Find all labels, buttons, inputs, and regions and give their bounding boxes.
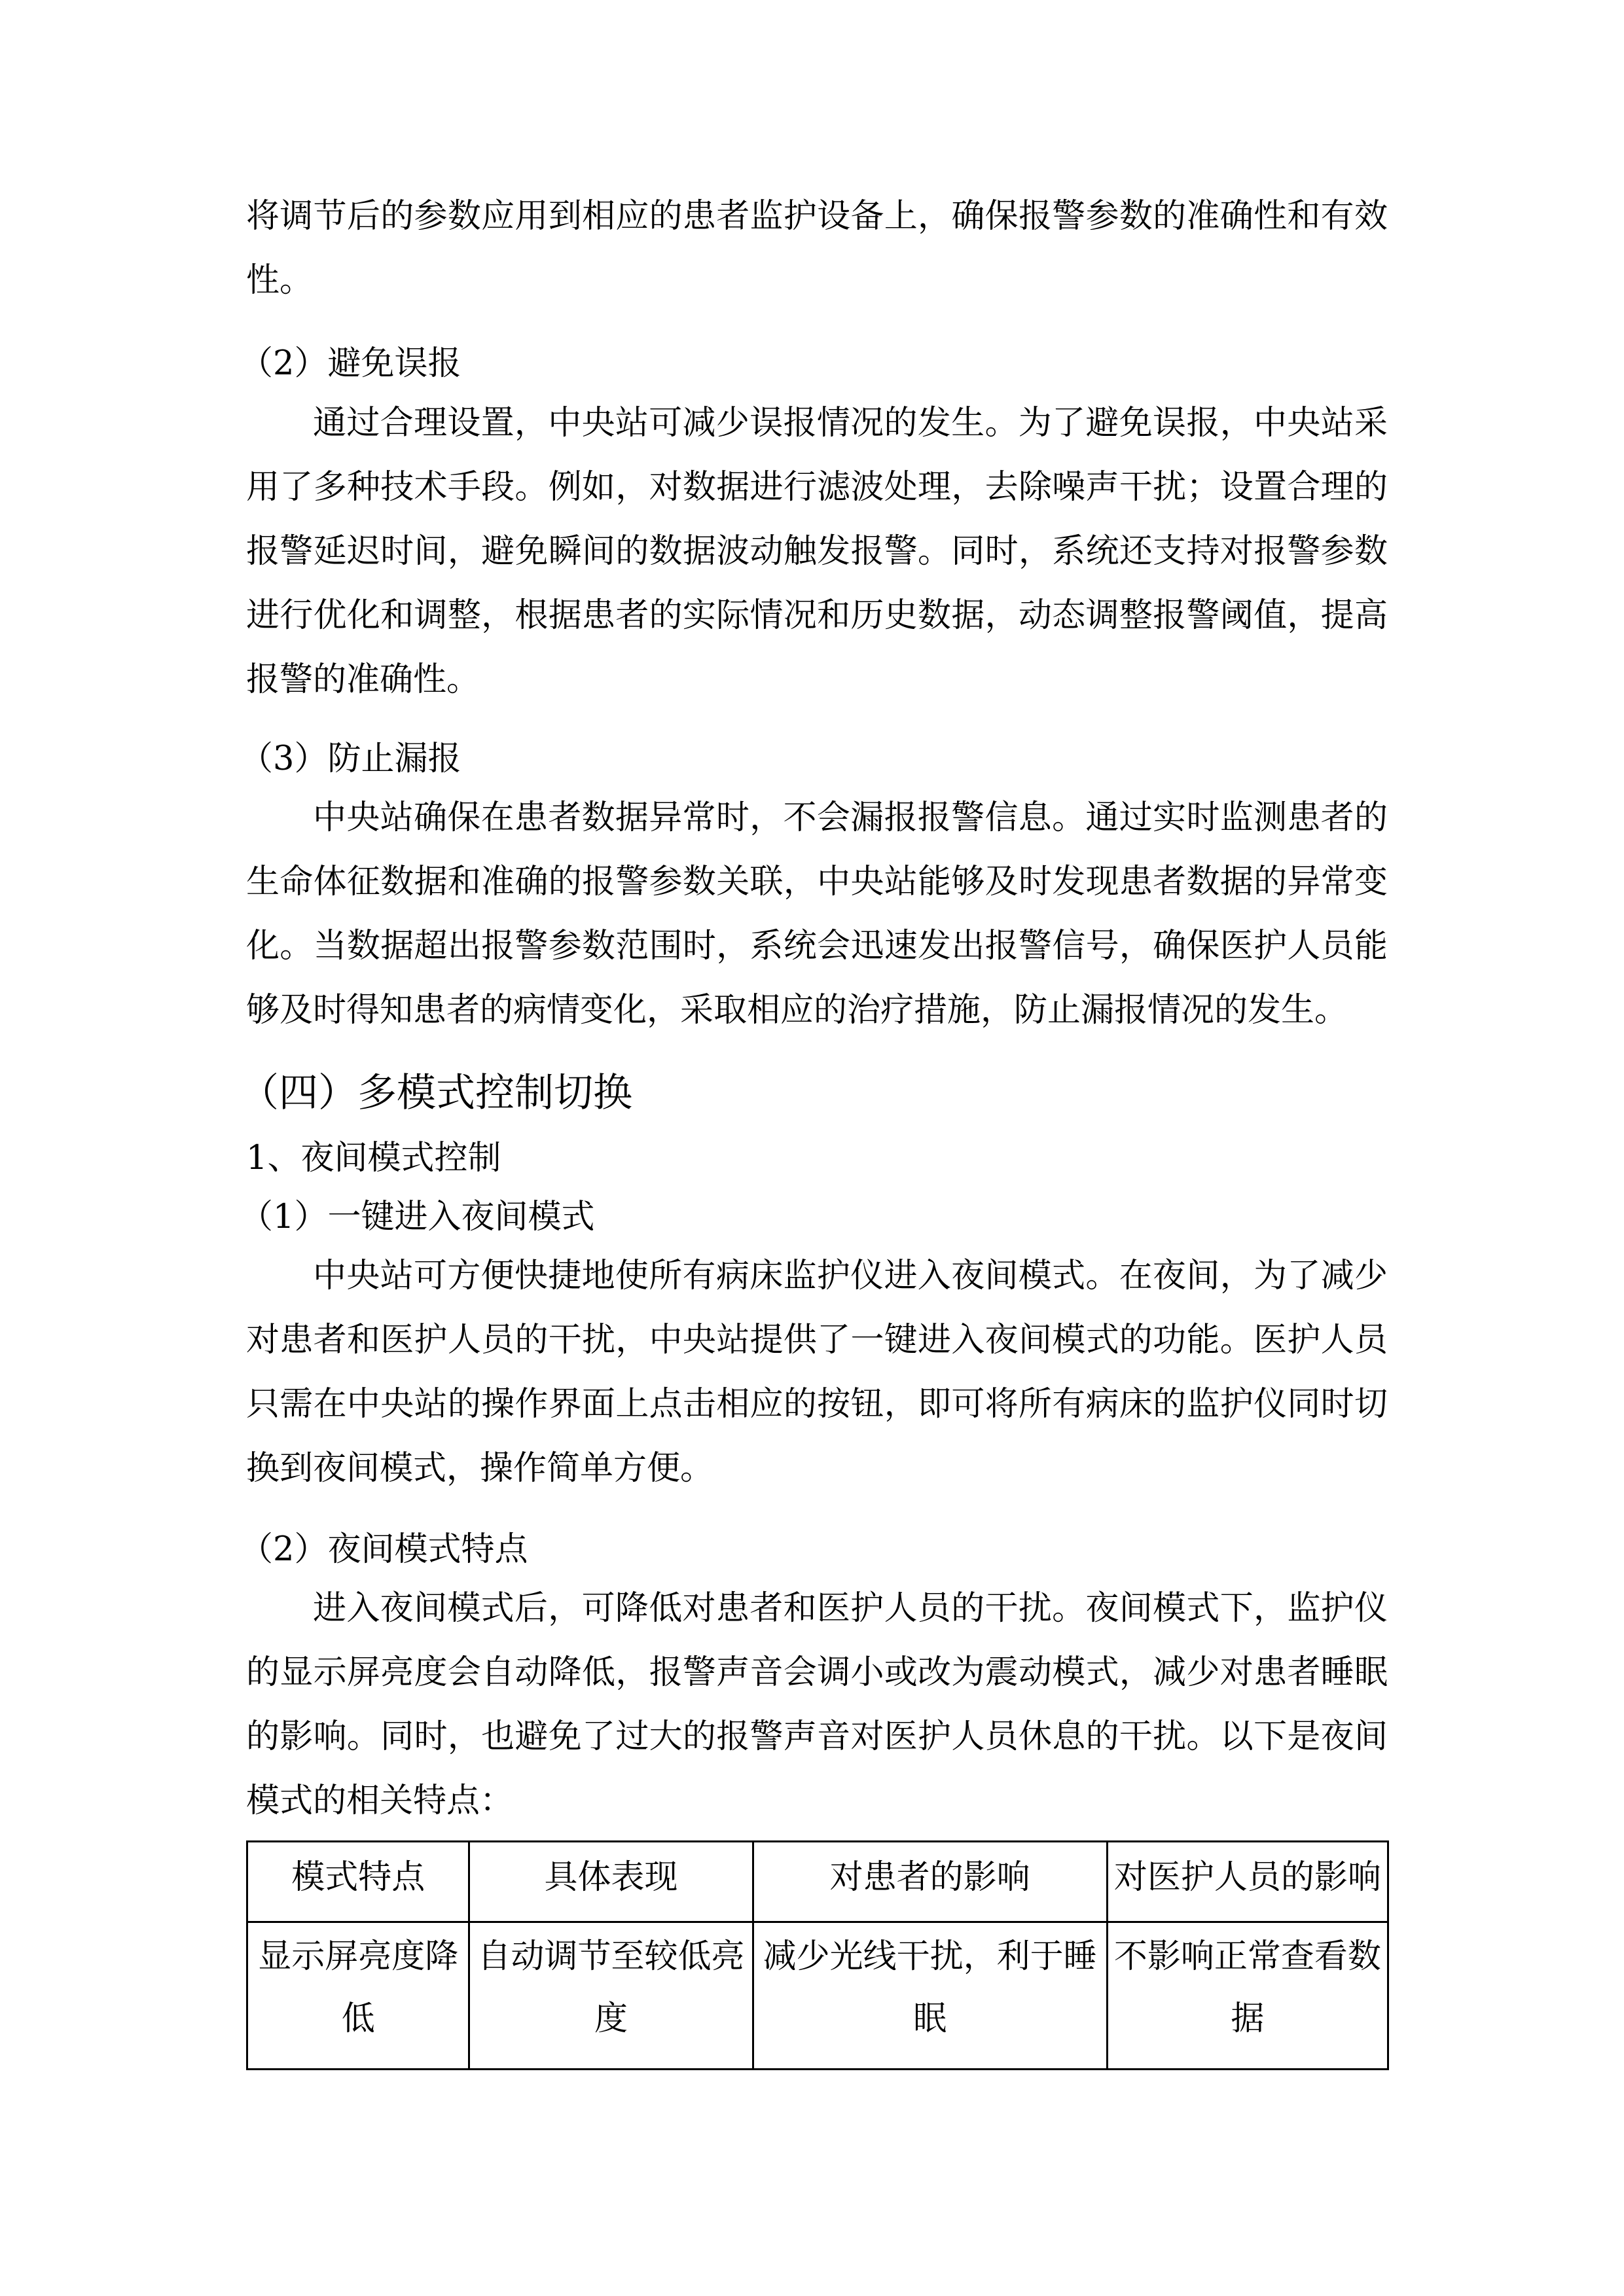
heading-multi-mode-control: （四）多模式控制切换 [240,1070,632,1116]
table-header-cell: 对患者的影响 [753,1842,1107,1922]
table-cell: 减少光线干扰，利于睡眠 [753,1922,1107,2070]
paragraph-continuation: 将调节后的参数应用到相应的患者监护设备上，确保报警参数的准确性和有效性。 [246,197,1388,300]
table-cell: 显示屏亮度降低 [247,1922,469,2070]
section-title-avoid-false-alarm: （2）避免误报 [240,344,461,383]
paragraph-one-key-night-mode: 中央站可方便快捷地使所有病床监护仪进入夜间模式。在夜间，为了减少对患者和医护人员的干扰，中央站提供了一键进入夜间模式的功能。医护人员只需在中央站的操作界面上点击相应的按钮，即可将所有病床的监护仪同时切换到夜间模式，操作简单方便。 [246,1257,1388,1488]
table-cell: 不影响正常查看数据 [1107,1922,1388,2070]
paragraph-avoid-false-alarm: 通过合理设置，中央站可减少误报情况的发生。为了避免误报，中央站采用了多种技术手段。例如，对数据进行滤波处理，去除噪声干扰；设置合理的报警延迟时间，避免瞬间的数据波动触发报警。同时，系统还支持对报警参数进行优化和调整，根据患者的实际情况和历史数据，动态调整报警阈值，提高报警的准确性。 [246,404,1388,699]
section-title-prevent-missed-alarm: （3）防止漏报 [240,740,461,778]
table-cell: 自动调节至较低亮度 [469,1922,753,2070]
paragraph-prevent-missed-alarm: 中央站确保在患者数据异常时，不会漏报报警信息。通过实时监测患者的生命体征数据和准确的报警参数关联，中央站能够及时发现患者数据的异常变化。当数据超出报警参数范围时，系统会迅速发出报警信号，确保医护人员能够及时得知患者的病情变化，采取相应的治疗措施，防止漏报情况的发生。 [246,798,1388,1030]
table-header-cell: 对医护人员的影响 [1107,1842,1388,1922]
table-row [247,1922,1388,2070]
heading-night-mode-control: 1、夜间模式控制 [246,1139,501,1177]
section-title-night-mode-features: （2）夜间模式特点 [240,1530,528,1569]
section-title-one-key-night-mode: （1）一键进入夜间模式 [240,1198,595,1236]
paragraph-night-mode-features: 进入夜间模式后，可降低对患者和医护人员的干扰。夜间模式下，监护仪的显示屏亮度会自动降低，报警声音会调小或改为震动模式，减少对患者睡眠的影响。同时，也避免了过大的报警声音对医护人员休息的干扰。以下是夜间模式的相关特点： [246,1589,1388,1820]
night-mode-features-table [246,1840,1389,2070]
table-header-cell: 模式特点 [247,1842,469,1922]
table-header-row [247,1842,1388,1922]
table-header-cell: 具体表现 [469,1842,753,1922]
